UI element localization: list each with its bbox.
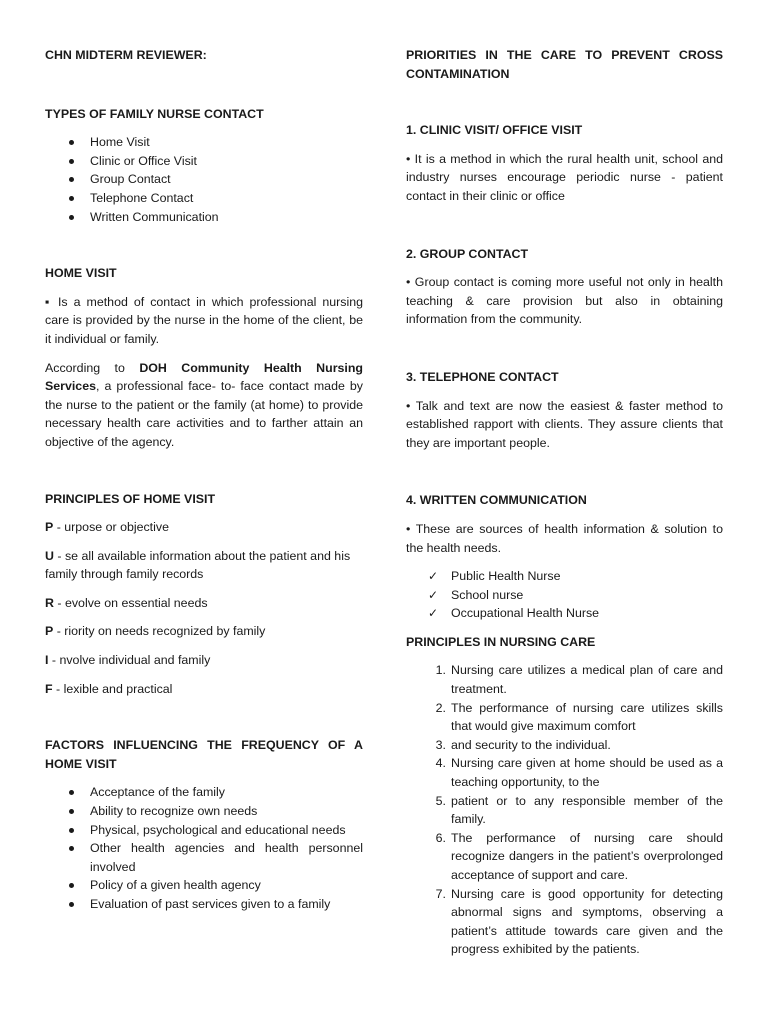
list-text: The performance of nursing care should recognize dangers in the patient’s overprolonged acceptance of support and care. <box>451 830 723 882</box>
list-item: Physical, psychological and educational needs <box>45 821 363 840</box>
nursing-care-heading: PRINCIPLES IN NURSING CARE <box>406 634 596 649</box>
list-item <box>406 586 723 605</box>
list-number: 3. <box>435 737 446 752</box>
list-item: Home Visit <box>45 133 363 152</box>
list-item: Acceptance of the family <box>45 783 363 802</box>
principle-text: - evolve on essential needs <box>53 595 208 610</box>
list-text: Nursing care given at home should be used as a teaching opportunity, to the <box>451 756 723 790</box>
list-item: Clinic or Office Visit <box>45 152 363 171</box>
list-number: 6. <box>435 830 446 845</box>
list-text: Nursing care is good opportunity for detecting abnormal signs and symptoms, observing a patient’s attitude towards care given and the progress exhibited by the patients. <box>451 886 723 957</box>
principle-letter: P <box>45 624 54 639</box>
written-communication-heading: 4. WRITTEN COMMUNICATION <box>406 493 587 508</box>
principle-text: - nvolve individual and family <box>48 653 211 668</box>
factors-heading: FACTORS INFLUENCING THE FREQUENCY OF A HOME VISIT <box>45 738 363 771</box>
list-item: Evaluation of past services given to a family <box>45 895 363 914</box>
principle-letter: F <box>45 681 53 696</box>
principle-item <box>45 594 363 613</box>
home-visit-doh-paragraph <box>45 359 363 452</box>
principle-letter: R <box>45 595 54 610</box>
home-visit-heading: HOME VISIT <box>45 266 117 281</box>
principle-item <box>45 651 363 670</box>
telephone-contact-text: • Talk and text are now the easiest & faster method to established rapport with clients. They assure clients that they are important people. <box>406 398 723 450</box>
list-item <box>406 792 723 829</box>
list-item <box>406 829 723 885</box>
home-visit-definition: ▪ Is a method of contact in which professional nursing care is provided by the nurse in the home of the client, be it individual or family. <box>45 294 363 346</box>
checkmark-icon: ✓ <box>428 606 439 621</box>
list-item <box>406 661 723 698</box>
checkmark-icon: ✓ <box>428 569 439 584</box>
priorities-heading: PRIORITIES IN THE CARE TO PREVENT CROSS CONTAMINATION <box>406 48 723 81</box>
principles-list <box>45 518 363 698</box>
list-item: Group Contact <box>45 170 363 189</box>
group-contact-heading: 2. GROUP CONTACT <box>406 246 529 261</box>
doh-bold-text: DOH Community Health Nursing Services <box>45 360 363 394</box>
principle-text: - urpose or objective <box>53 520 169 535</box>
list-item: Written Communication <box>45 208 363 227</box>
group-contact-text: • Group contact is coming more useful not only in health teaching & care provision but also in obtaining information from the community. <box>406 275 723 327</box>
list-item <box>406 699 723 736</box>
principle-letter: U <box>45 548 54 563</box>
list-number: 1. <box>435 663 446 678</box>
written-communication-text: • These are sources of health information & solution to the health needs. <box>406 521 723 555</box>
principle-item <box>45 518 363 537</box>
list-text: Nursing care utilizes a medical plan of care and treatment. <box>451 663 723 697</box>
principles-heading: PRINCIPLES OF HOME VISIT <box>45 491 216 506</box>
nursing-care-list <box>406 661 723 959</box>
principle-item <box>45 547 363 584</box>
list-item <box>406 604 723 623</box>
list-item <box>406 736 723 755</box>
left-column <box>45 46 363 914</box>
document-title: CHN MIDTERM REVIEWER: <box>45 48 207 62</box>
list-number: 5. <box>435 793 446 808</box>
contact-types-list <box>45 133 363 226</box>
principle-letter: I <box>45 653 49 668</box>
contact-types-heading: TYPES OF FAMILY NURSE CONTACT <box>45 106 264 121</box>
list-item <box>406 885 723 959</box>
list-text: and security to the individual. <box>451 737 611 752</box>
list-number: 4. <box>435 756 446 771</box>
checkmark-icon: ✓ <box>428 587 439 602</box>
list-item: Policy of a given health agency <box>45 876 363 895</box>
list-text: patient or to any responsible member of the family. <box>451 793 723 827</box>
telephone-contact-heading: 3. TELEPHONE CONTACT <box>406 369 559 384</box>
list-number: 2. <box>435 700 446 715</box>
clinic-visit-text: • It is a method in which the rural health unit, school and industry nurses encourage periodic nurse - patient contact in their clinic or office <box>406 151 723 203</box>
doh-suffix: , a professional face- to- face contact made by the nurse to the patient or the family (at home) to provide necessary health care activities and to farther attain an objective of the agency. <box>45 379 363 449</box>
list-item <box>406 567 723 586</box>
list-item <box>406 754 723 791</box>
principle-text: - riority on needs recognized by family <box>53 624 266 639</box>
list-text: The performance of nursing care utilizes skills that would give maximum comfort <box>451 700 723 734</box>
list-item: Other health agencies and health personnel involved <box>45 839 363 876</box>
checklist-label: Public Health Nurse <box>451 569 561 584</box>
checklist-label: Occupational Health Nurse <box>451 606 600 621</box>
principle-item <box>45 680 363 699</box>
doh-prefix: According to <box>45 360 140 375</box>
principle-item <box>45 622 363 641</box>
factors-list <box>45 783 363 913</box>
right-column <box>406 46 723 959</box>
nurse-checklist <box>406 567 723 623</box>
list-item: Telephone Contact <box>45 189 363 208</box>
principle-text: - se all available information about the patient and his family through family records <box>45 548 351 582</box>
principle-letter: P <box>45 520 54 535</box>
list-number: 7. <box>435 886 446 901</box>
checklist-label: School nurse <box>451 587 524 602</box>
principle-text: - lexible and practical <box>52 681 173 696</box>
list-item: Ability to recognize own needs <box>45 802 363 821</box>
clinic-visit-heading: 1. CLINIC VISIT/ OFFICE VISIT <box>406 123 583 138</box>
